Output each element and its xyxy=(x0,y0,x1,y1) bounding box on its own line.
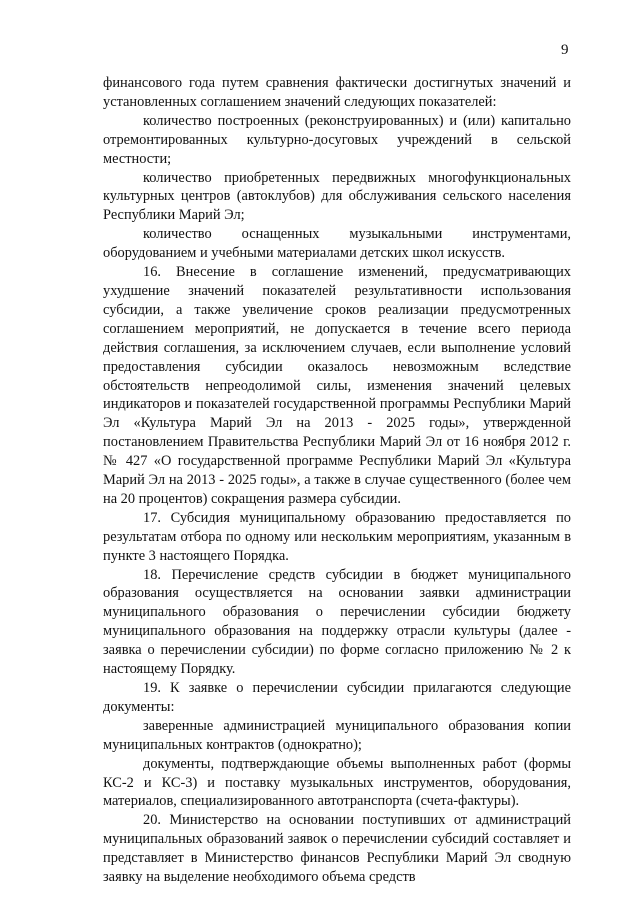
paragraph-clause-18: 18. Перечисление средств субсидии в бюджет муниципального образования осуществляется на основании заявки администрации муниципального образования о перечислении субсидии бюджету муниципального образования на поддержку отрасли культуры (далее - заявка о перечислении субсидии) по форме согласно приложению № 2 к настоящему Порядку. xyxy=(103,566,571,678)
paragraph-clause-19: 19. К заявке о перечислении субсидии прилагаются следующие документы: xyxy=(103,680,571,715)
page-number: 9 xyxy=(561,42,569,58)
paragraph-clause-19-item-2: документы, подтверждающие объемы выполненных работ (формы КС-2 и КС-3) и поставку музыкальных инструментов, оборудования, материалов, специализированного автотранспорта (счета-фактуры). xyxy=(103,755,571,810)
paragraph-indicator-3: количество оснащенных музыкальными инструментами, оборудованием и учебными материалами детских школ искусств. xyxy=(103,226,571,262)
document-body xyxy=(103,74,571,887)
paragraph-indicator-2: количество приобретенных передвижных многофункциональных культурных центров (автоклубов) для обслуживания сельского населения Республики Марий Эл; xyxy=(103,169,571,224)
paragraph-intro: финансового года путем сравнения фактически достигнутых значений и установленных соглашением значений следующих показателей: xyxy=(103,75,571,110)
paragraph-clause-19-item-1: заверенные администрацией муниципального образования копии муниципальных контрактов (однократно); xyxy=(103,717,571,753)
paragraph-clause-20: 20. Министерство на основании поступивших от администраций муниципальных образований заявок о перечислении субсидий составляет и представляет в Министерство финансов Республики Марий Эл сводную заявку на выделение необходимого объема средств xyxy=(103,812,571,886)
paragraph-indicator-1: количество построенных (реконструированных) и (или) капитально отремонтированных культурно-досуговых учреждений в сельской местности; xyxy=(103,112,571,167)
paragraph-clause-17: 17. Субсидия муниципальному образованию предоставляется по результатам отбора по одному или нескольким мероприятиям, указанным в пункте 3 настоящего Порядка. xyxy=(103,509,571,564)
paragraph-clause-16: 16. Внесение в соглашение изменений, предусматривающих ухудшение значений показателей результативности использования субсидии, а также увеличение сроков реализации предусмотренных соглашением мероприятий, не допускается в течение всего периода действия соглашения, за исключением случаев, если выполнение условий предоставления субсидии оказалось невозможным вследствие обстоятельств непреодолимой силы, изменения значений целевых индикаторов и показателей государственной программы Республики Марий Эл «Культура Марий Эл на 2013 - 2025 годы», утвержденной постановлением Правительства Республики Марий Эл от 16 ноября 2012 г. № 427 «О государственной программе Республики Марий Эл «Культура Марий Эл на 2013 - 2025 годы», а также в случае существенного (более чем на 20 процентов) сокращения размера субсидии. xyxy=(103,264,571,507)
